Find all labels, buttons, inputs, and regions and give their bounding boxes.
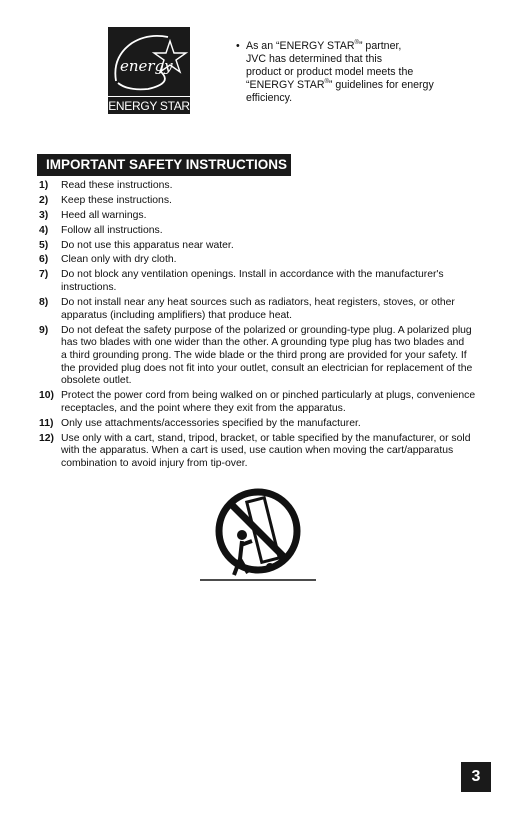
safety-item-text: Use only with a cart, stand, tripod, bracket, or table specified by the manufacturer, or sold	[61, 432, 471, 444]
safety-item-text: a third grounding prong. The wide blade or the third prong are provided for your safety. If	[61, 349, 467, 361]
cart-tip-over-warning-icon	[196, 485, 320, 585]
safety-item	[39, 210, 491, 223]
safety-item	[39, 254, 491, 267]
safety-item	[39, 269, 491, 294]
safety-item-text: combination to avoid injury from tip-over.	[61, 458, 248, 470]
safety-item-text: instructions.	[61, 282, 117, 294]
safety-item-text: the provided plug does not fit into your outlet, consult an electrician for replacement of the	[61, 362, 473, 374]
safety-item-number: 9)	[39, 324, 49, 336]
energy-star-label: ENERGY STAR	[108, 96, 190, 115]
safety-item-text: Heed all warnings.	[61, 209, 147, 221]
safety-item-number: 7)	[39, 269, 49, 281]
safety-item-text: Keep these instructions.	[61, 194, 172, 206]
safety-item-text: Clean only with dry cloth.	[61, 254, 177, 266]
safety-item	[39, 390, 491, 415]
safety-instructions-list	[39, 180, 491, 473]
safety-item-text: Do not defeat the safety purpose of the polarized or grounding-type plug. A polarized plug	[61, 324, 472, 336]
safety-item-number: 11)	[39, 417, 54, 429]
energy-script-text: energy	[120, 57, 173, 75]
note-line: product or product model meets the	[246, 66, 414, 78]
safety-item-text: has two blades with one wider than the other. A grounding type plug has two blades and	[61, 337, 465, 349]
safety-item-number: 8)	[39, 296, 49, 308]
safety-item	[39, 297, 491, 322]
safety-item-text: Do not block any ventilation openings. Install in accordance with the manufacturer's	[61, 269, 444, 281]
safety-item-text: receptacles, and the point where they exit from the apparatus.	[61, 402, 346, 414]
safety-item-text: Do not use this apparatus near water.	[61, 239, 234, 251]
safety-item	[39, 180, 491, 193]
safety-item	[39, 240, 491, 253]
safety-item-text: Only use attachments/accessories specified by the manufacturer.	[61, 417, 361, 429]
safety-item-number: 12)	[39, 432, 55, 444]
safety-item-number: 3)	[39, 209, 49, 221]
page-number: 3	[461, 762, 491, 792]
safety-item-number: 6)	[39, 254, 49, 266]
energy-star-logo	[108, 27, 190, 114]
safety-item	[39, 225, 491, 238]
safety-item-number: 1)	[39, 180, 49, 191]
safety-item-text: Read these instructions.	[61, 180, 173, 191]
energy-star-note	[236, 40, 451, 105]
safety-item	[39, 325, 491, 389]
safety-item-text: apparatus (including amplifiers) that produce heat.	[61, 309, 293, 321]
safety-item	[39, 195, 491, 208]
safety-item-text: Follow all instructions.	[61, 224, 163, 236]
safety-item-number: 2)	[39, 194, 49, 206]
note-bullet: •	[236, 40, 240, 52]
safety-item-number: 4)	[39, 224, 49, 236]
safety-item-text: Protect the power cord from being walked on or pinched particularly at plugs, convenience	[61, 390, 476, 402]
safety-item	[39, 433, 491, 471]
safety-item-number: 10)	[39, 390, 55, 402]
note-line: “ENERGY STAR®” guidelines for energy	[246, 79, 434, 91]
safety-heading: IMPORTANT SAFETY INSTRUCTIONS	[37, 154, 291, 176]
safety-item	[39, 418, 491, 431]
energy-star-emblem-icon	[108, 27, 190, 97]
safety-item-text: Do not install near any heat sources such as radiators, heat registers, stoves, or other	[61, 296, 455, 308]
note-line: efficiency.	[246, 92, 293, 104]
note-line: JVC has determined that this	[246, 53, 383, 65]
note-line: As an “ENERGY STAR®” partner,	[246, 40, 402, 52]
safety-item-text: obsolete outlet.	[61, 375, 132, 387]
safety-item-number: 5)	[39, 239, 49, 251]
safety-item-text: with the apparatus. When a cart is used, use caution when moving the cart/apparatus	[61, 445, 454, 457]
